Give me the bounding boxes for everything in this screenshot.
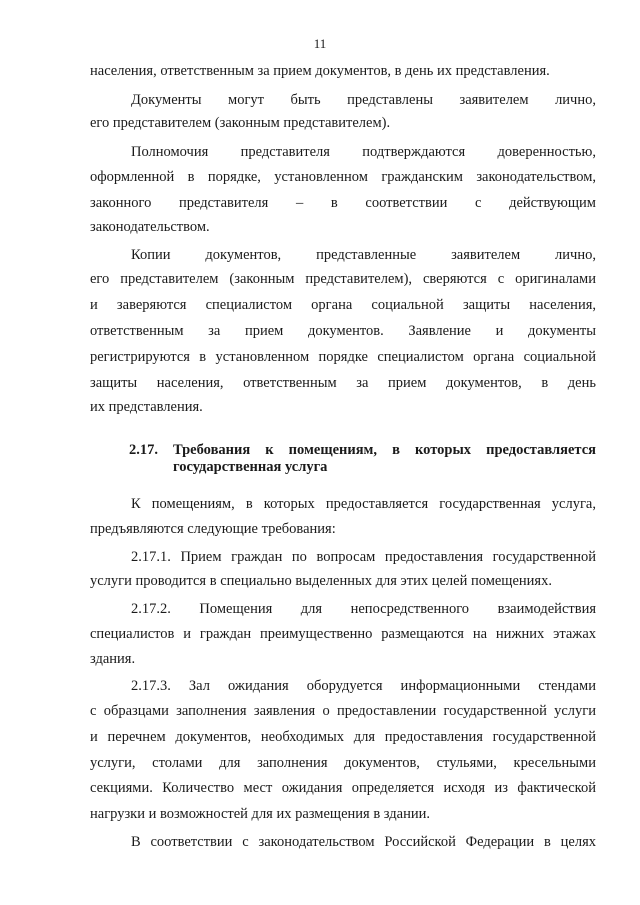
text-line: с образцами заполнения заявления о предоставлении государственной услуги xyxy=(90,703,596,719)
text-line: 2.17.1. Прием граждан по вопросам предоставления государственной xyxy=(131,549,596,565)
text-line: законодательством. xyxy=(90,219,210,235)
text-line: их представления. xyxy=(90,399,203,415)
text-line: 2.17.3. Зал ожидания оборудуется информационными стендами xyxy=(131,678,596,694)
text-line: секциями. Количество мест ожидания определяется исходя из фактической xyxy=(90,780,596,796)
text-line: и заверяются специалистом органа социальной защиты населения, xyxy=(90,297,596,313)
section-number: 2.17. xyxy=(129,442,158,458)
text-line: его представителем (законным представителем), сверяются с оригиналами xyxy=(90,271,596,287)
text-line: Копии документов, представленные заявителем лично, xyxy=(131,247,596,263)
text-line: Документы могут быть представлены заявителем лично, xyxy=(131,92,596,108)
text-line: оформленной в порядке, установленном гражданским законодательством, xyxy=(90,169,596,185)
text-line: законного представителя – в соответствии с действующим xyxy=(90,195,596,211)
text-line: предъявляются следующие требования: xyxy=(90,521,336,537)
page-number: 11 xyxy=(313,36,327,51)
text-line: защиты населения, ответственным за прием документов, в день xyxy=(90,375,596,391)
text-line: регистрируются в установленном порядке специалистом органа социальной xyxy=(90,349,596,365)
section-heading-line: государственная услуга xyxy=(173,459,328,475)
text-line: ответственным за прием документов. Заявление и документы xyxy=(90,323,596,339)
text-line: его представителем (законным представителем). xyxy=(90,115,391,131)
text-line: Полномочия представителя подтверждаются доверенностью, xyxy=(131,144,596,160)
text-line: населения, ответственным за прием документов, в день их представления. xyxy=(90,63,550,79)
text-line: и перечнем документов, необходимых для предоставления государственной xyxy=(90,729,596,745)
text-line: здания. xyxy=(90,651,136,667)
text-line: услуги, столами для заполнения документов, стульями, кресельными xyxy=(90,755,596,771)
text-line: специалистов и граждан преимущественно размещаются на нижних этажах xyxy=(90,626,596,642)
text-line: В соответствии с законодательством Российской Федерации в целях xyxy=(131,834,596,850)
section-heading-line: Требования к помещениям, в которых предоставляется xyxy=(173,442,596,458)
text-line: К помещениям, в которых предоставляется государственная услуга, xyxy=(131,496,596,512)
text-line: услуги проводится в специально выделенных для этих целей помещениях. xyxy=(90,573,552,589)
text-line: 2.17.2. Помещения для непосредственного взаимодействия xyxy=(131,601,596,617)
text-line: нагрузки и возможностей для их размещения в здании. xyxy=(90,806,430,822)
